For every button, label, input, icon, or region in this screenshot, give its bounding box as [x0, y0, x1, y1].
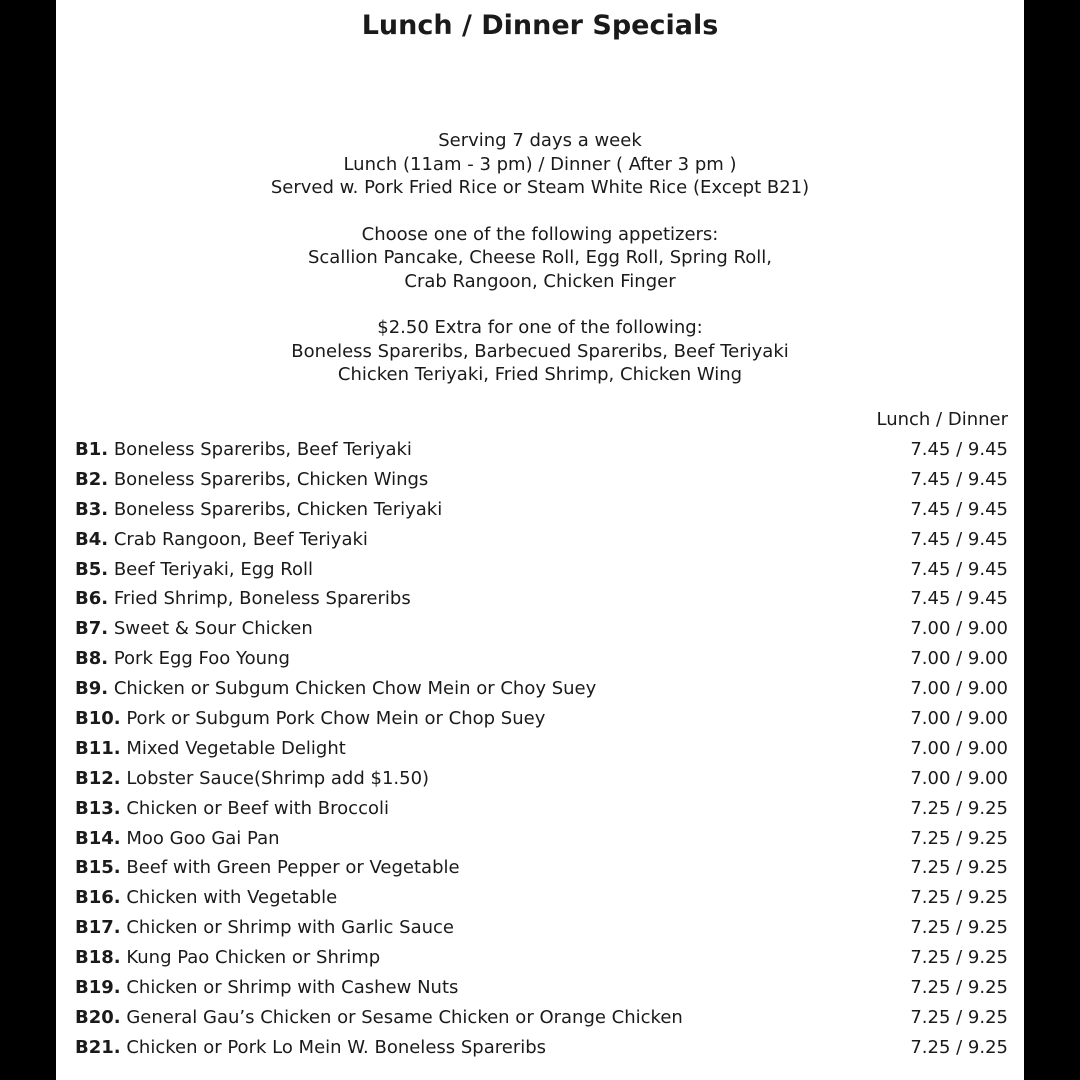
menu-item-row [75, 435, 1008, 465]
menu-item-row [75, 973, 1008, 1003]
menu-item-row [75, 824, 1008, 854]
menu-item-price: 7.00 / 9.00 [910, 678, 1008, 700]
menu-item-row [75, 495, 1008, 525]
menu-item-name: Boneless Spareribs, Beef Teriyaki [113, 439, 412, 460]
menu-item-description [75, 644, 290, 674]
menu-item-code: B11. [75, 737, 121, 759]
extra-heading: $2.50 Extra for one of the following: [377, 317, 703, 338]
menu-item-code: B5. [75, 558, 109, 580]
menu-item-row [75, 674, 1008, 704]
menu-item-row [75, 734, 1008, 764]
menu-item-code: B16. [75, 887, 121, 909]
menu-item-price: 7.25 / 9.25 [910, 857, 1008, 879]
menu-item-name: Moo Goo Gai Pan [126, 827, 280, 849]
menu-item-row [75, 644, 1008, 674]
menu-item-description [75, 764, 429, 794]
menu-item-row [75, 1033, 1008, 1063]
menu-item-description [75, 883, 337, 913]
menu-item-price: 7.45 / 9.45 [910, 498, 1008, 520]
menu-item-price: 7.45 / 9.45 [910, 558, 1008, 580]
menu-item-code: B12. [75, 767, 121, 789]
menu-item-code: B2. [75, 468, 109, 490]
menu-item-description [75, 525, 368, 555]
menu-item-price: 7.45 / 9.45 [910, 588, 1008, 610]
menu-item-description [75, 495, 442, 525]
menu-item-name: Boneless Spareribs, Chicken Wings [113, 468, 429, 490]
menu-item-description [75, 584, 411, 614]
serving-hours-text: Lunch (11am - 3 pm) / Dinner ( After 3 pm ) [343, 153, 737, 175]
menu-item-price: 7.25 / 9.25 [910, 1036, 1008, 1058]
menu-item-row [75, 853, 1008, 883]
menu-item-row [75, 704, 1008, 734]
menu-item-price: 7.00 / 9.00 [910, 708, 1008, 730]
menu-item-name: Crab Rangoon, Beef Teriyaki [113, 528, 368, 550]
menu-item-name: Chicken or Beef with Broccoli [126, 797, 389, 819]
menu-item-price: 7.25 / 9.25 [910, 827, 1008, 849]
menu-item-row [75, 525, 1008, 555]
menu-item-row [75, 883, 1008, 913]
menu-item-price: 7.45 / 9.45 [910, 468, 1008, 490]
menu-item-name: Chicken or Shrimp with Garlic Sauce [126, 917, 454, 939]
menu-item-code: B18. [75, 947, 121, 969]
price-column-header: Lunch / Dinner [876, 409, 1008, 430]
menu-item-code: B3. [75, 498, 109, 520]
menu-item-price: 7.45 / 9.45 [910, 528, 1008, 550]
menu-item-code: B7. [75, 618, 109, 640]
menu-item-code: B14. [75, 827, 121, 849]
menu-item-code: B20. [75, 1006, 121, 1028]
menu-item-name: Fried Shrimp, Boneless Spareribs [113, 588, 411, 610]
menu-item-name: Lobster Sauce(Shrimp add $1.50) [126, 767, 430, 789]
menu-item-description [75, 824, 280, 854]
menu-item-description [75, 913, 454, 943]
appetizer-heading: Choose one of the following appetizers: [361, 223, 719, 245]
extra-options-line-1: Boneless Spareribs, Barbecued Spareribs, Beef Teriyaki [291, 340, 789, 362]
menu-item-description [75, 1033, 546, 1063]
extra-options-line-2: Chicken Teriyaki, Fried Shrimp, Chicken Wing [337, 364, 743, 385]
menu-item-price: 7.25 / 9.25 [910, 917, 1008, 939]
menu-item-price: 7.25 / 9.25 [910, 947, 1008, 969]
menu-item-price: 7.25 / 9.25 [910, 1006, 1008, 1028]
appetizer-options-line-1: Scallion Pancake, Cheese Roll, Egg Roll, Spring Roll, [307, 247, 772, 268]
menu-item-name: Mixed Vegetable Delight [126, 737, 346, 759]
appetizer-options-line-2: Crab Rangoon, Chicken Finger [404, 270, 676, 292]
menu-item-code: B9. [75, 678, 109, 700]
menu-item-description [75, 674, 596, 704]
menu-item-name: Boneless Spareribs, Chicken Teriyaki [113, 498, 443, 520]
menu-item-name: Chicken or Pork Lo Mein W. Boneless Spareribs [126, 1036, 547, 1058]
menu-item-name: Chicken or Subgum Chicken Chow Mein or Choy Suey [113, 678, 597, 700]
menu-item-price: 7.25 / 9.25 [910, 887, 1008, 909]
menu-item-name: Sweet & Sour Chicken [113, 618, 313, 640]
menu-item-price: 7.45 / 9.45 [910, 439, 1008, 460]
menu-item-code: B6. [75, 588, 109, 610]
menu-item-description [75, 794, 389, 824]
menu-item-name: Pork Egg Foo Young [113, 648, 290, 670]
menu-item-description [75, 943, 380, 973]
menu-intro [56, 129, 1024, 387]
menu-item-row [75, 913, 1008, 943]
menu-item-price: 7.00 / 9.00 [910, 767, 1008, 789]
menu-item-description [75, 555, 313, 585]
menu-item-description [75, 465, 428, 495]
menu-item-row [75, 584, 1008, 614]
menu-item-name: Beef with Green Pepper or Vegetable [126, 857, 460, 879]
menu-item-code: B17. [75, 917, 121, 939]
menu-item-code: B19. [75, 977, 121, 999]
serving-days-text: Serving 7 days a week [438, 130, 642, 151]
menu-item-row [75, 794, 1008, 824]
menu-item-row [75, 943, 1008, 973]
menu-item-name: Pork or Subgum Pork Chow Mein or Chop Suey [126, 708, 546, 730]
menu-item-description [75, 614, 313, 644]
rice-note-text: Served w. Pork Fried Rice or Steam White Rice (Except B21) [270, 177, 810, 198]
menu-item-price: 7.25 / 9.25 [910, 977, 1008, 999]
menu-item-code: B13. [75, 797, 121, 819]
menu-item-name: Chicken or Shrimp with Cashew Nuts [126, 977, 459, 999]
menu-item-row [75, 555, 1008, 585]
menu-item-row [75, 1003, 1008, 1033]
menu-item-price: 7.00 / 9.00 [910, 648, 1008, 670]
menu-item-price: 7.25 / 9.25 [910, 797, 1008, 819]
menu-item-description [75, 973, 458, 1003]
menu-item-row [75, 614, 1008, 644]
menu-item-row [75, 764, 1008, 794]
menu-item-list [75, 435, 1008, 1063]
menu-item-description [75, 853, 460, 883]
menu-item-name: General Gau’s Chicken or Sesame Chicken or Orange Chicken [126, 1006, 683, 1028]
menu-page [56, 0, 1024, 1080]
menu-item-row [75, 465, 1008, 495]
menu-item-code: B10. [75, 708, 121, 730]
menu-item-description [75, 435, 412, 465]
menu-item-name: Beef Teriyaki, Egg Roll [113, 558, 314, 580]
menu-item-name: Kung Pao Chicken or Shrimp [126, 947, 381, 969]
menu-item-description [75, 704, 545, 734]
menu-item-description [75, 1003, 683, 1033]
menu-item-price: 7.00 / 9.00 [910, 737, 1008, 759]
menu-item-code: B1. [75, 439, 109, 460]
menu-title: Lunch / Dinner Specials [361, 10, 719, 41]
menu-item-name: Chicken with Vegetable [126, 887, 338, 909]
menu-item-code: B21. [75, 1036, 121, 1058]
menu-item-description [75, 734, 346, 764]
menu-item-code: B8. [75, 648, 109, 670]
menu-item-price: 7.00 / 9.00 [910, 618, 1008, 640]
menu-item-code: B15. [75, 857, 121, 879]
menu-item-code: B4. [75, 528, 109, 550]
